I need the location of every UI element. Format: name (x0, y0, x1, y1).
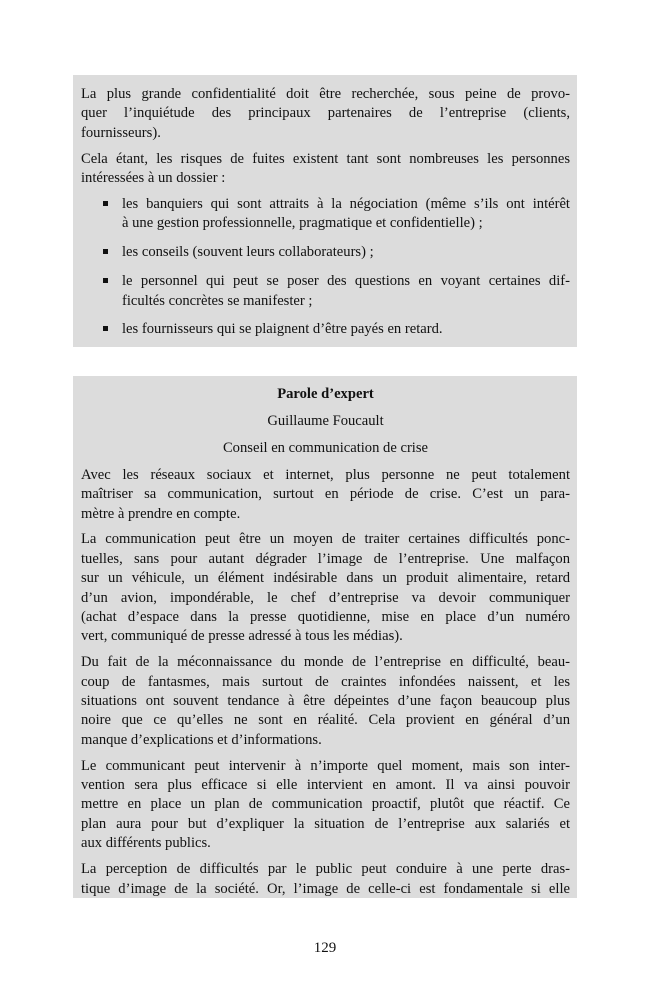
confidentiality-box (73, 75, 577, 347)
text-line: maîtriser sa communication, surtout en période de crise. C’est un para- (81, 486, 570, 503)
square-bullet-icon (103, 201, 108, 206)
text-line: Le communicant peut intervenir à n’importe quel moment, mais son inter- (81, 757, 570, 774)
expert-box-title: Parole d’expert (277, 386, 374, 402)
text-line: Du fait de la méconnaissance du monde de l’entreprise en difficulté, beau- (81, 654, 570, 671)
text-line: sur un véhicule, un élément indésirable dans un produit alimentaire, retard (81, 570, 570, 587)
text-line: fournisseurs). (81, 124, 161, 141)
paragraph (81, 150, 570, 189)
square-bullet-icon (103, 249, 108, 254)
paragraph (81, 653, 570, 750)
text-line: mètre à prendre en compte. (81, 505, 241, 522)
text-line: noire que ce qu’elles ne sont en réalité. Cela provient en général d’un (81, 712, 570, 729)
list-item (81, 272, 570, 311)
text-line: La plus grande confidentialité doit être recherchée, sous peine de provo- (81, 86, 570, 102)
text-line: coup de fantasmes, mais surtout de craintes infondées naissent, et les (81, 673, 570, 690)
text-line: tuelles, sans pour autant dégrader l’image de l’entreprise. Une malfaçon (81, 550, 570, 567)
text-line: Cela étant, les risques de fuites existent tant sont nombreuses les personnes (81, 150, 570, 167)
text-line: vention sera plus efficace si elle intervient en amont. Il va ainsi pouvoir (81, 777, 570, 794)
paragraph (81, 85, 570, 143)
text-line: (achat d’espace dans la presse quotidienne, mise en place d’un numéro (81, 608, 570, 625)
paragraph (81, 466, 570, 524)
text-line: plan aura pour but d’expliquer la situation de l’entreprise aux salariés et (81, 815, 570, 832)
text-line: intéressées à un dossier : (81, 170, 226, 187)
text-line: aux différents publics. (81, 835, 211, 852)
square-bullet-icon (103, 278, 108, 283)
list-item (81, 320, 570, 339)
text-line: situations ont souvent tendance à être dépeintes d’une façon beaucoup plus (81, 693, 570, 710)
text-line: le personnel qui peut se poser des questions en voyant certaines dif- (122, 273, 570, 290)
paragraph (81, 530, 570, 646)
text-line: vert, communiqué de presse adressé à tous les médias). (81, 628, 403, 645)
expert-opinion-box (73, 376, 577, 898)
text-line: manque d’explications et d’informations. (81, 731, 322, 748)
text-line: les conseils (souvent leurs collaborateurs) ; (122, 244, 374, 261)
text-line: Avec les réseaux sociaux et internet, plus personne ne peut totalement (81, 466, 570, 483)
text-line: mettre en place un plan de communication proactif, plutôt que réactif. Ce (81, 796, 570, 813)
text-line: les fournisseurs qui se plaignent d’être payés en retard. (122, 321, 443, 338)
text-line: tique d’image de la société. Or, l’image de celle-ci est fondamentale si elle (81, 880, 570, 897)
square-bullet-icon (103, 326, 108, 331)
text-line: La perception de difficultés par le public peut conduire à une perte dras- (81, 861, 570, 878)
text-line: quer l’inquiétude des principaux partenaires de l’entreprise (clients, (81, 105, 570, 122)
text-line: d’un avion, impondérable, le chef d’entreprise va devoir communiquer (81, 589, 570, 606)
text-line: La communication peut être un moyen de traiter certaines difficultés ponc- (81, 531, 570, 548)
expert-role: Conseil en communication de crise (222, 439, 429, 456)
text-line: les banquiers qui sont attraits à la négociation (même s’ils ont intérêt (122, 195, 570, 212)
list-item (81, 195, 570, 234)
risk-list (81, 195, 570, 340)
page-number: 129 (313, 940, 337, 956)
text-line: à une gestion professionnelle, pragmatique et confidentielle) ; (122, 215, 483, 232)
list-item (81, 243, 570, 262)
expert-name: Guillaume Foucault (267, 412, 384, 429)
paragraph (81, 860, 570, 898)
paragraph (81, 757, 570, 854)
text-line: ficultés concrètes se manifester ; (122, 292, 313, 309)
